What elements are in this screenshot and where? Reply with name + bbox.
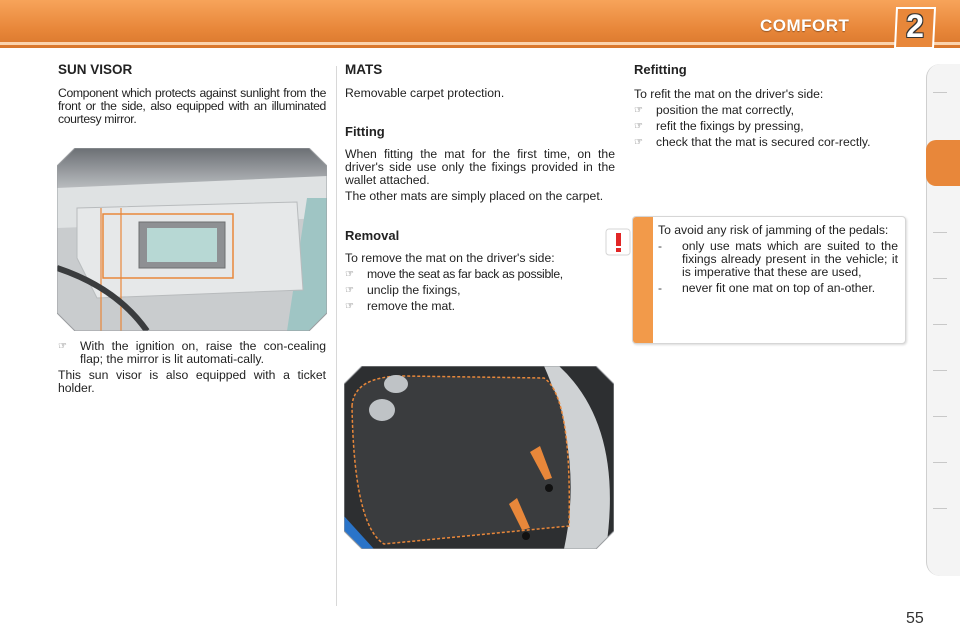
warning-intro: To avoid any risk of jamming of the pedals: [658, 223, 889, 237]
refitting-title: Refitting [634, 62, 687, 77]
thumb-tab-active[interactable] [926, 140, 960, 186]
floor-mat-illustration [344, 366, 614, 549]
list-item-text: refit the fixings by pressing, [656, 119, 804, 133]
pointing-hand-icon: ☞ [345, 269, 354, 280]
list-item-text: never fit one mat on top of an-other. [682, 281, 876, 295]
section-title: MATS [345, 62, 383, 77]
fitting-paragraph-1: When fitting the mat for the first time, on the driver's side use only the fixings provided in the wallet attached. [345, 147, 615, 187]
fitting-paragraph-2: The other mats are simply placed on the carpet. [345, 189, 604, 203]
list-item [345, 284, 615, 297]
column-divider [336, 66, 337, 606]
removal-intro: To remove the mat on the driver's side: [345, 251, 555, 265]
sun-visor-instructions [58, 340, 326, 395]
list-item [658, 282, 898, 295]
pointing-hand-icon: ☞ [58, 341, 67, 352]
sun-visor-section [58, 63, 326, 126]
warning-box [632, 216, 906, 344]
pointing-hand-icon: ☞ [634, 137, 643, 148]
pointing-hand-icon: ☞ [634, 121, 643, 132]
dash-marker: - [658, 239, 662, 253]
section-title: SUN VISOR [58, 62, 133, 77]
removal-title: Removal [345, 228, 400, 243]
sun-visor-intro: Component which protects against sunlight from the front or the side, also equipped with an illuminated courtesy mirror. [58, 86, 326, 126]
list-item [345, 268, 615, 281]
thumb-tab-divider [933, 416, 947, 417]
chapter-number: 2 [906, 8, 924, 44]
pointing-hand-icon: ☞ [345, 285, 354, 296]
sun-visor-footer: This sun visor is also equipped with a ticket holder. [58, 368, 326, 395]
exclamation-icon [600, 228, 638, 256]
fitting-title: Fitting [345, 124, 385, 139]
thumb-tab-divider [933, 232, 947, 233]
mats-intro: Removable carpet protection. [345, 86, 505, 100]
list-item [658, 240, 898, 279]
pointing-hand-icon: ☞ [345, 301, 354, 312]
thumb-tab-divider [933, 370, 947, 371]
list-item [634, 104, 904, 117]
thumb-tab-divider [933, 92, 947, 93]
list-item-text: remove the mat. [367, 299, 456, 313]
list-item-text: With the ignition on, raise the con-cealing flap; the mirror is lit automati-cally. [80, 339, 326, 366]
page-number: 55 [906, 610, 924, 627]
list-item-text: move the seat as far back as possible, [367, 267, 563, 281]
list-item [58, 340, 326, 366]
list-item-text: position the mat correctly, [656, 103, 794, 117]
sun-visor-illustration [57, 148, 327, 331]
list-item [345, 300, 615, 313]
mats-section [345, 63, 615, 313]
list-item-text: only use mats which are suited to the fixings already present in the vehicle; it is imperative that these are used, [682, 239, 898, 279]
dash-marker: - [658, 281, 662, 295]
header-stripe [0, 42, 960, 45]
chapter-badge [893, 6, 937, 50]
thumb-tab-divider [933, 324, 947, 325]
pointing-hand-icon: ☞ [634, 105, 643, 116]
thumb-tab-divider [933, 462, 947, 463]
list-item-text: check that the mat is secured cor-rectly. [656, 135, 871, 149]
list-item-text: unclip the fixings, [367, 283, 461, 297]
list-item [634, 136, 904, 149]
refitting-section [634, 63, 904, 149]
list-item [634, 120, 904, 133]
thumb-tab-divider [933, 508, 947, 509]
thumb-tab-divider [933, 278, 947, 279]
warning-content [658, 224, 898, 295]
refitting-intro: To refit the mat on the driver's side: [634, 87, 824, 101]
chapter-title: COMFORT [760, 16, 850, 35]
